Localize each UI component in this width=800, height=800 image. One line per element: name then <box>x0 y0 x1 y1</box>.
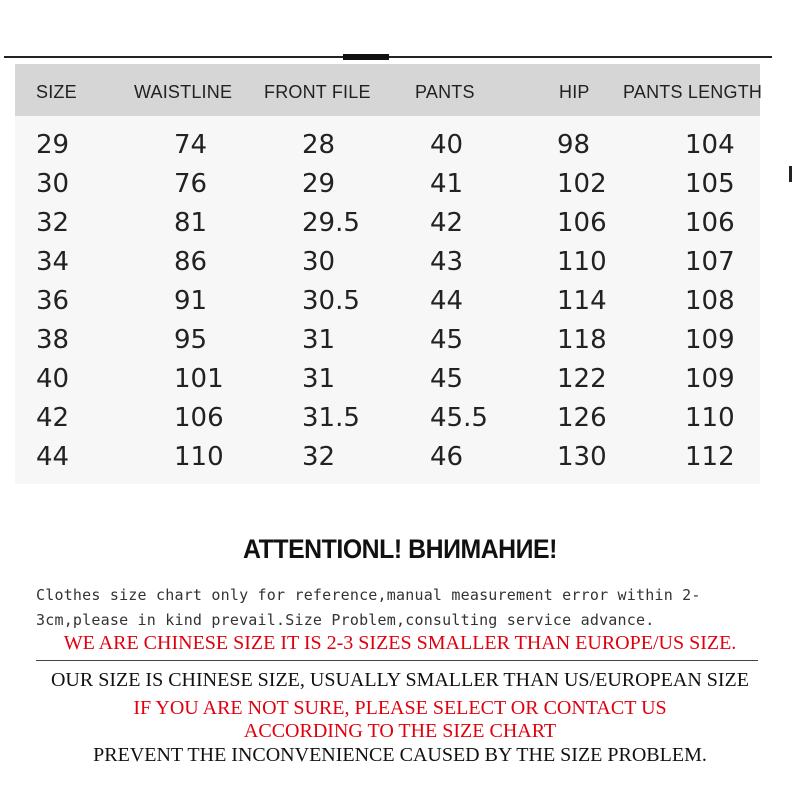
cell-front-file: 28 <box>302 130 336 160</box>
cell-hip: 98 <box>557 130 591 160</box>
chinese-size-warning: WE ARE CHINESE SIZE IT IS 2-3 SIZES SMALLER THAN EUROPE/US SIZE. <box>63 632 737 654</box>
header-pants-length: PANTS LENGTH <box>623 82 763 102</box>
cell-waistline: 86 <box>174 247 208 277</box>
table-row <box>15 169 760 208</box>
cell-pants-length: 106 <box>685 208 735 238</box>
table-row <box>15 286 760 325</box>
cell-hip: 126 <box>557 403 607 433</box>
disclaimer-line-2: 3cm,please in kind prevail.Size Problem,consulting service advance. <box>36 611 655 629</box>
table-row <box>15 130 760 169</box>
cell-pants-length: 108 <box>685 286 735 316</box>
cell-pants: 43 <box>430 247 464 277</box>
cell-front-file: 31 <box>302 364 336 394</box>
cell-hip: 122 <box>557 364 607 394</box>
our-size-note: OUR SIZE IS CHINESE SIZE, USUALLY SMALLER THAN US/EUROPEAN SIZE <box>50 669 749 691</box>
table-row <box>15 442 760 481</box>
cell-waistline: 101 <box>174 364 224 394</box>
cell-pants-length: 112 <box>685 442 735 472</box>
cell-pants: 45 <box>430 364 464 394</box>
disclaimer-line-1: Clothes size chart only for reference,manual measurement error within 2- <box>36 586 701 604</box>
header-front-file: FRONT FILE <box>264 82 371 102</box>
cell-front-file: 31 <box>302 325 336 355</box>
cell-size: 44 <box>36 442 70 472</box>
cell-front-file: 29.5 <box>302 208 360 238</box>
table-row <box>15 208 760 247</box>
cell-size: 40 <box>36 364 70 394</box>
cell-hip: 106 <box>557 208 607 238</box>
cell-hip: 130 <box>557 442 607 472</box>
cell-waistline: 106 <box>174 403 224 433</box>
size-chart-table <box>15 64 763 484</box>
cell-pants: 41 <box>430 169 464 199</box>
cell-waistline: 74 <box>174 130 208 160</box>
cell-pants-length: 107 <box>685 247 735 277</box>
inconvenience-note: PREVENT THE INCONVENIENCE CAUSED BY THE SIZE PROBLEM. <box>93 744 707 766</box>
cell-waistline: 91 <box>174 286 208 316</box>
cell-waistline: 110 <box>174 442 224 472</box>
contact-us-note: IF YOU ARE NOT SURE, PLEASE SELECT OR CONTACT US <box>133 697 667 719</box>
cell-hip: 102 <box>557 169 607 199</box>
cell-pants: 46 <box>430 442 464 472</box>
table-header <box>15 64 763 116</box>
cell-pants-length: 104 <box>685 130 735 160</box>
cell-size: 32 <box>36 208 70 238</box>
cell-front-file: 30.5 <box>302 286 360 316</box>
cell-hip: 114 <box>557 286 607 316</box>
cell-waistline: 76 <box>174 169 208 199</box>
cell-hip: 118 <box>557 325 607 355</box>
cell-pants: 45 <box>430 325 464 355</box>
cell-waistline: 81 <box>174 208 208 238</box>
header-size: SIZE <box>36 82 77 102</box>
cell-size: 42 <box>36 403 70 433</box>
cell-size: 36 <box>36 286 70 316</box>
table-row <box>15 364 760 403</box>
cell-pants: 45.5 <box>430 403 488 433</box>
header-hip: HIP <box>559 82 590 102</box>
table-row <box>15 247 760 286</box>
cell-pants: 40 <box>430 130 464 160</box>
table-row <box>15 325 760 364</box>
cell-pants-length: 110 <box>685 403 735 433</box>
cell-pants: 44 <box>430 286 464 316</box>
size-chart-note: ACCORDING TO THE SIZE CHART <box>243 720 557 742</box>
cell-pants-length: 105 <box>685 169 735 199</box>
header-waistline: WAISTLINE <box>134 82 233 102</box>
cell-size: 38 <box>36 325 70 355</box>
edge-mark <box>789 166 792 182</box>
cell-front-file: 31.5 <box>302 403 360 433</box>
header-pants: PANTS <box>415 82 475 102</box>
cell-front-file: 32 <box>302 442 336 472</box>
cell-pants-length: 109 <box>685 364 735 394</box>
cell-pants: 42 <box>430 208 464 238</box>
attention-heading: ATTENTIONL! ВНИМАНИЕ! <box>243 534 557 564</box>
cell-waistline: 95 <box>174 325 208 355</box>
cell-size: 30 <box>36 169 70 199</box>
cell-pants-length: 109 <box>685 325 735 355</box>
cell-front-file: 29 <box>302 169 336 199</box>
table-row <box>15 403 760 442</box>
cell-hip: 110 <box>557 247 607 277</box>
cell-size: 29 <box>36 130 70 160</box>
cell-front-file: 30 <box>302 247 336 277</box>
cell-size: 34 <box>36 247 70 277</box>
notice-divider <box>36 660 758 661</box>
top-divider-mark <box>343 54 389 60</box>
